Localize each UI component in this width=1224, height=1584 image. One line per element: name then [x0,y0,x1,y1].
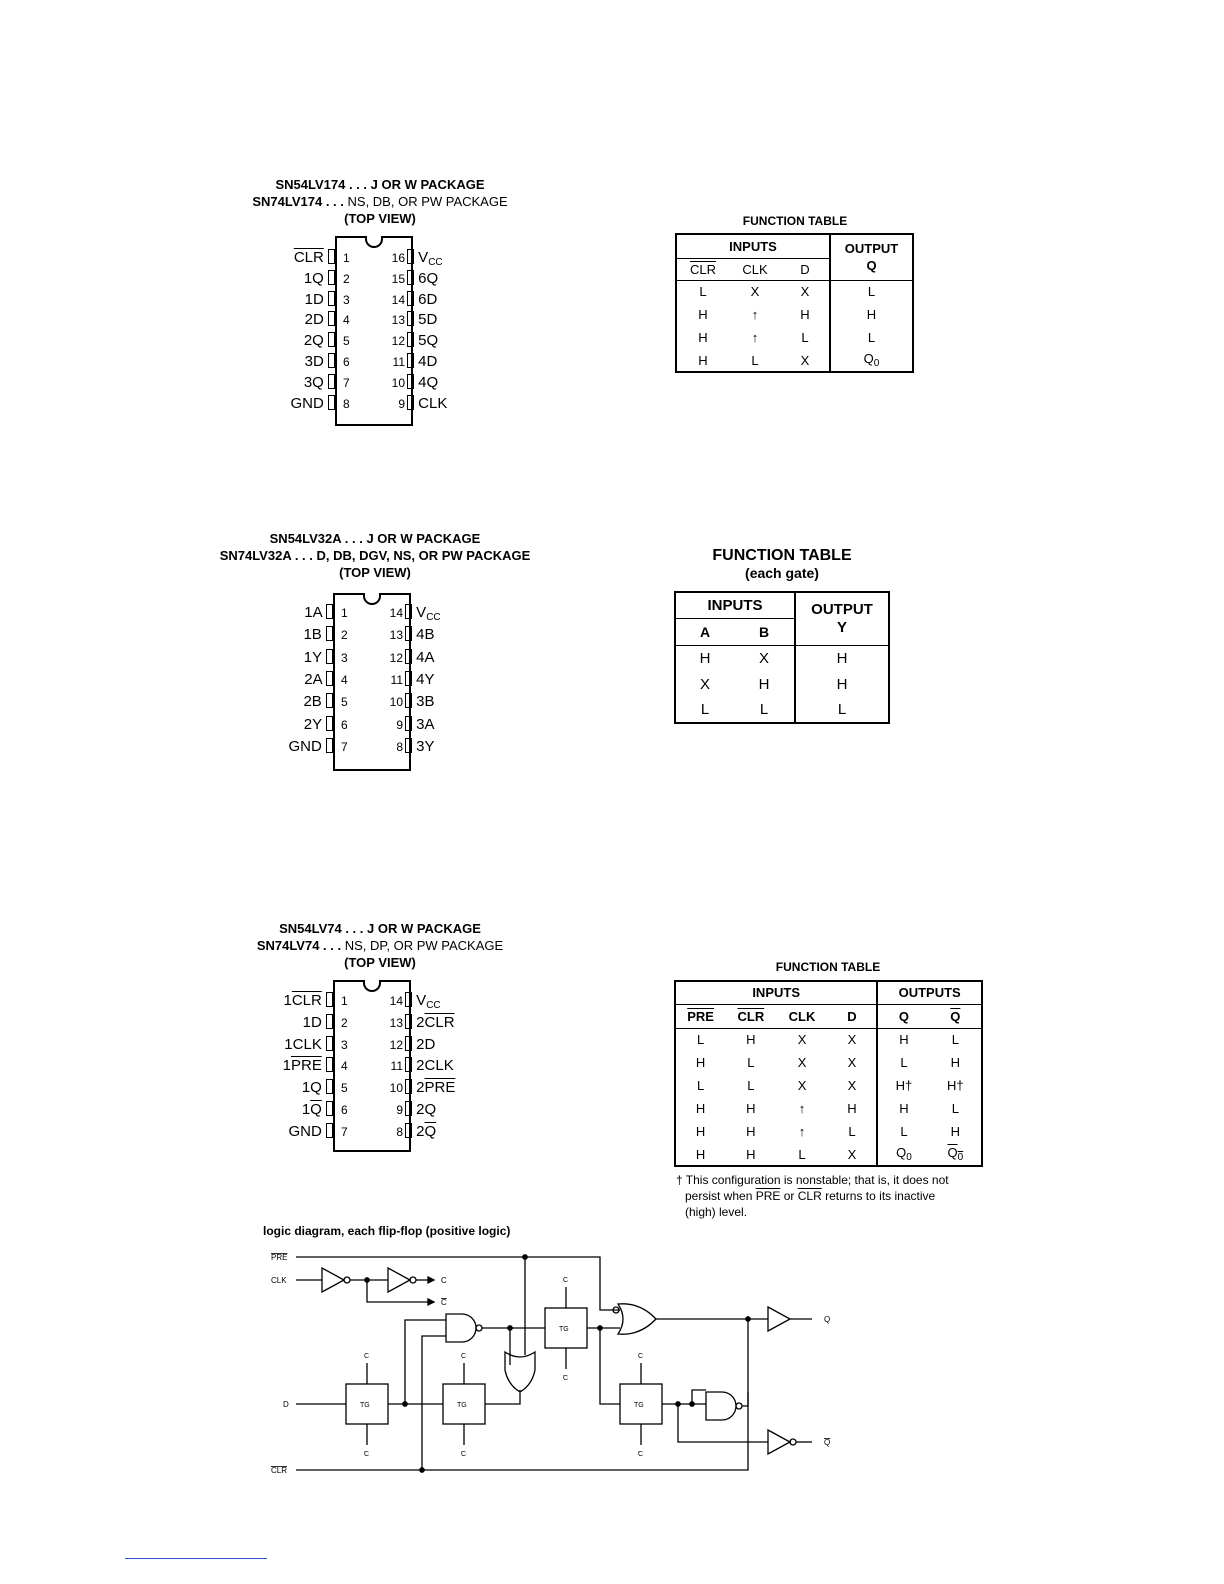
pin-right-6: 4D [407,353,437,371]
table-cell: H [828,1097,878,1120]
qbar-output-inverter [768,1430,790,1454]
pin-number-right-3: 12 [389,1037,403,1052]
header-line-2: SN74LV74 . . . NS, DP, OR PW PACKAGE [256,938,504,953]
output-header: OUTPUT Y [795,592,889,645]
pin-left-6: 2Y [253,716,333,734]
col-header-d: D [781,258,830,280]
pin-number-left-6: 6 [341,1103,348,1117]
function-table-title-2: FUNCTION TABLE (each gate) [712,547,852,581]
pin-number-right-3: 14 [391,292,405,307]
pin-right-4: 5D [407,311,437,329]
col-header-pre: $\overline{PRE}$ [675,1004,725,1028]
table-cell: ↑ [751,330,759,345]
signal-pre-label: PRE [271,1253,288,1262]
pin-number-left-7: 7 [343,375,350,390]
pin-left-1: $1\overline{CLR}$ [253,992,333,1010]
col-header-clr: $\overline{CLR}$ [725,1004,776,1028]
table-cell: L [798,1146,806,1162]
pin-number-right-6: 9 [396,1103,403,1117]
table-cell: H [695,1101,706,1116]
pin-left-1: $\overline{CLR}$ [255,249,335,267]
col-header-qbar: $\overline{Q}$ [930,1004,982,1028]
pin-number-left-6: 6 [343,355,350,369]
tg4-c-label: C [638,1353,644,1360]
pin-right-7: 4Q [407,374,438,392]
pin-number-right-1: 14 [389,994,403,1008]
nand-gate-2 [706,1392,736,1420]
pin-number-right-4: 11 [390,672,403,687]
pin-left-6: $1\overline{Q}$ [253,1101,333,1119]
pin-number-left-1: 1 [343,251,350,265]
pin-number-left-1: 1 [341,994,348,1008]
table-cell: $Q_0$ [947,1145,964,1163]
output-qbar-label: Q [824,1438,831,1447]
table-cell: L [700,701,710,718]
pin-number-right-1: 14 [389,606,403,620]
pin-number-left-8: 8 [343,396,350,411]
table-cell: H [698,307,708,322]
table-cell: ↑ [751,307,759,322]
table-cell: X [781,280,830,303]
pin-left-4: 2A [253,671,333,689]
inputs-header: INPUTS [676,234,830,258]
table-cell: H [695,1055,706,1070]
pin-number-right-7: 8 [396,739,403,754]
table-cell: X [797,1055,807,1070]
pin-left-2: 1Q [255,270,335,288]
table-cell: L [751,352,759,368]
tg4-label: TG [634,1402,644,1409]
pin-number-left-3: 3 [341,1037,348,1052]
pin-left-2: 1D [253,1014,333,1032]
signal-clk-label: CLK [271,1276,287,1285]
inputs-header: INPUTS [675,592,795,618]
pin-right-1: $V_{CC}$ [405,992,441,1015]
table-cell: H [950,1124,961,1139]
table-cell: L [747,1078,755,1093]
col-header-q: Q [877,1004,929,1028]
pin-number-left-2: 2 [341,1015,348,1030]
clk-c-label: C [441,1276,447,1285]
table-cell: H [698,352,708,368]
pin-number-right-8: 9 [398,396,405,411]
table-cell: L [837,701,847,718]
pin-number-left-5: 5 [341,695,348,710]
pin-right-7: $2\overline{Q}$ [405,1123,436,1141]
table-cell: H [698,330,708,345]
output-header: OUTPUT Q [830,234,913,280]
table-cell: L [867,284,876,300]
clk-inverter-2 [388,1268,410,1292]
tg2-c-label: C [461,1353,467,1360]
col-header-clk: CLK [729,258,781,280]
tg1-cbar-label: C [364,1451,370,1458]
header-line-3: (TOP VIEW) [344,955,416,970]
table-cell: L [699,284,707,300]
pin-number-left-7: 7 [341,1124,348,1139]
pin-number-left-4: 4 [341,1059,348,1074]
table-cell: H [699,649,711,667]
pin-number-right-4: 11 [390,1059,403,1074]
tg1-label: TG [360,1402,370,1409]
pin-right-2: $2\overline{CLR}$ [405,1014,455,1032]
tg2-label: TG [457,1402,467,1409]
table-cell: X [828,1143,878,1166]
pin-left-5: 2Q [255,332,335,350]
table-cell: H [899,1101,909,1116]
table-cell: L [867,330,876,345]
clk-cbar-label: C [441,1298,447,1307]
pin-right-4: 4Y [405,671,435,689]
pin-left-7: GND [253,1123,333,1141]
table-cell: L [828,1120,878,1143]
table-cell: H [781,303,830,326]
pin-left-1: 1A [253,604,333,622]
pin-number-right-7: 8 [396,1124,403,1139]
pin-number-right-7: 10 [391,375,405,390]
table-cell: L [697,1078,705,1093]
table-cell: L [781,326,830,349]
tg3-label: TG [559,1326,569,1333]
table-cell: X [828,1074,878,1097]
pin-number-left-6: 6 [341,717,348,732]
pin-number-right-2: 15 [391,271,405,286]
table-cell: ↑ [798,1101,806,1116]
pin-left-4: 2D [255,311,335,329]
pin-number-left-5: 5 [343,334,350,349]
table-cell: H [899,1032,909,1048]
pin-left-7: 3Q [255,374,335,392]
table-cell: H [746,1124,756,1139]
pin-right-2: 6Q [407,270,438,288]
table-cell: X [828,1028,878,1051]
pin-number-right-6: 11 [392,355,405,369]
table-cell: ↑ [798,1124,806,1139]
footer-rule [125,1558,267,1559]
pin-number-right-5: 12 [391,334,405,349]
tg1-c-label: C [364,1353,370,1360]
pin-left-5: 1Q [253,1079,333,1097]
table-cell: X [797,1078,807,1093]
pin-left-3: 1Y [253,649,333,667]
pin-left-3: 1CLK [253,1036,333,1054]
pin-number-right-5: 10 [389,695,403,710]
pin-number-left-5: 5 [341,1081,348,1096]
table-cell: H [734,671,795,697]
pin-right-5: 3B [405,693,435,711]
pin-number-right-1: 16 [391,251,405,265]
table-cell: H [950,1055,961,1070]
table-cell: H [695,1146,706,1162]
pin-number-right-2: 13 [389,1015,403,1030]
col-header-b: B [734,618,795,645]
header-line-1: SN54LV174 . . . J OR W PACKAGE [275,177,485,192]
table-cell: H [746,1101,756,1116]
table-cell: X [750,284,760,300]
pin-left-3: 1D [255,291,335,309]
table-cell: H [746,1032,756,1048]
pin-number-right-3: 12 [389,650,403,665]
tg2-cbar-label: C [461,1451,467,1458]
tg3-c-label: C [563,1277,569,1284]
pin-number-left-4: 4 [343,313,350,328]
pin-number-right-4: 13 [391,313,405,328]
pin-right-5: 5Q [407,332,438,350]
tg3-cbar-label: C [563,1375,569,1382]
function-table-title-3: FUNCTION TABLE [775,960,881,974]
pin-number-right-2: 13 [389,628,403,643]
table-cell: X [699,675,710,693]
pin-right-6: 3A [405,716,435,734]
pin-right-8: CLK [407,395,447,413]
col-header-clk: CLK [776,1004,827,1028]
signal-clr-label: CLR [271,1466,288,1475]
pin-left-2: 1B [253,626,333,644]
or-gate-2 [618,1304,656,1334]
table-cell: X [828,1051,878,1074]
table-cell: L [951,1032,959,1048]
pin-number-left-3: 3 [341,650,348,665]
function-table-footnote: † This configuration is nonstable; that is, it does not persist when $\overline{PRE}$ or $\overline{CLR}$ returns to its inactive (high) level. [676,1173,949,1219]
table-cell: L [900,1124,908,1139]
pin-right-3: 6D [407,291,437,309]
header-line-3: (TOP VIEW) [344,211,416,226]
table-cell: X [781,349,830,372]
pin-right-7: 3Y [405,738,435,756]
outputs-header: OUTPUTS [877,981,982,1004]
col-header-d: D [828,1004,878,1028]
clk-inverter-1 [322,1268,344,1292]
table-cell: H [836,649,848,667]
q-output-buffer [768,1307,790,1331]
inputs-header: INPUTS [675,981,877,1004]
pin-number-left-4: 4 [341,672,348,687]
table-cell: L [747,1055,755,1070]
col-header-clr: $\overline{CLR}$ [676,258,729,280]
pin-left-6: 3D [255,353,335,371]
pin-left-5: 2B [253,693,333,711]
pin-right-5: $2\overline{PRE}$ [405,1079,455,1097]
pin-number-right-6: 9 [396,717,403,732]
table-cell: L [900,1055,908,1070]
pin-right-1: $V_{CC}$ [405,604,441,627]
pin-number-left-7: 7 [341,739,348,754]
pin-number-right-5: 10 [389,1081,403,1096]
pin-right-1: $V_{CC}$ [407,249,443,272]
table-cell: H [695,1124,706,1139]
pin-right-3: 4A [405,649,435,667]
table-cell: $Q_0$ [896,1145,912,1163]
table-cell: H† [947,1078,964,1093]
pin-left-7: GND [253,738,333,756]
logic-diagram-title: logic diagram, each flip-flop (positive logic) [263,1224,511,1238]
pin-number-left-1: 1 [341,606,348,620]
tg4-cbar-label: C [638,1451,644,1458]
pin-left-8: GND [255,395,335,413]
header-line-1: SN54LV74 . . . J OR W PACKAGE [279,921,481,936]
table-cell: L [734,697,795,723]
header-line-2: SN74LV32A . . . D, DB, DGV, NS, OR PW PACKAGE [219,548,531,563]
pin-number-left-2: 2 [341,628,348,643]
table-cell: H [746,1146,756,1162]
table-cell: H [836,675,848,693]
header-line-2: SN74LV174 . . . NS, DB, OR PW PACKAGE [252,194,508,209]
table-cell: H† [895,1078,913,1093]
pin-right-3: 2D [405,1036,435,1054]
table-cell: X [734,645,795,671]
table-cell: L [697,1032,705,1048]
table-cell: H [866,307,877,322]
pin-number-left-2: 2 [343,271,350,286]
table-cell: L [951,1101,959,1116]
pin-right-6: 2Q [405,1101,436,1119]
pin-right-2: 4B [405,626,435,644]
pin-number-left-3: 3 [343,292,350,307]
nand-gate-1 [446,1314,476,1342]
function-table-title-1: FUNCTION TABLE [742,214,848,228]
table-cell: $Q_0$ [863,351,880,369]
header-line-3: (TOP VIEW) [339,565,411,580]
pin-left-4: $1\overline{PRE}$ [253,1057,333,1075]
signal-d-label: D [283,1400,289,1409]
header-line-1: SN54LV32A . . . J OR W PACKAGE [269,531,481,546]
table-cell: X [797,1032,807,1048]
col-header-a: A [675,618,734,645]
pin-right-4: 2CLK [405,1057,454,1075]
output-q-label: Q [824,1315,831,1324]
